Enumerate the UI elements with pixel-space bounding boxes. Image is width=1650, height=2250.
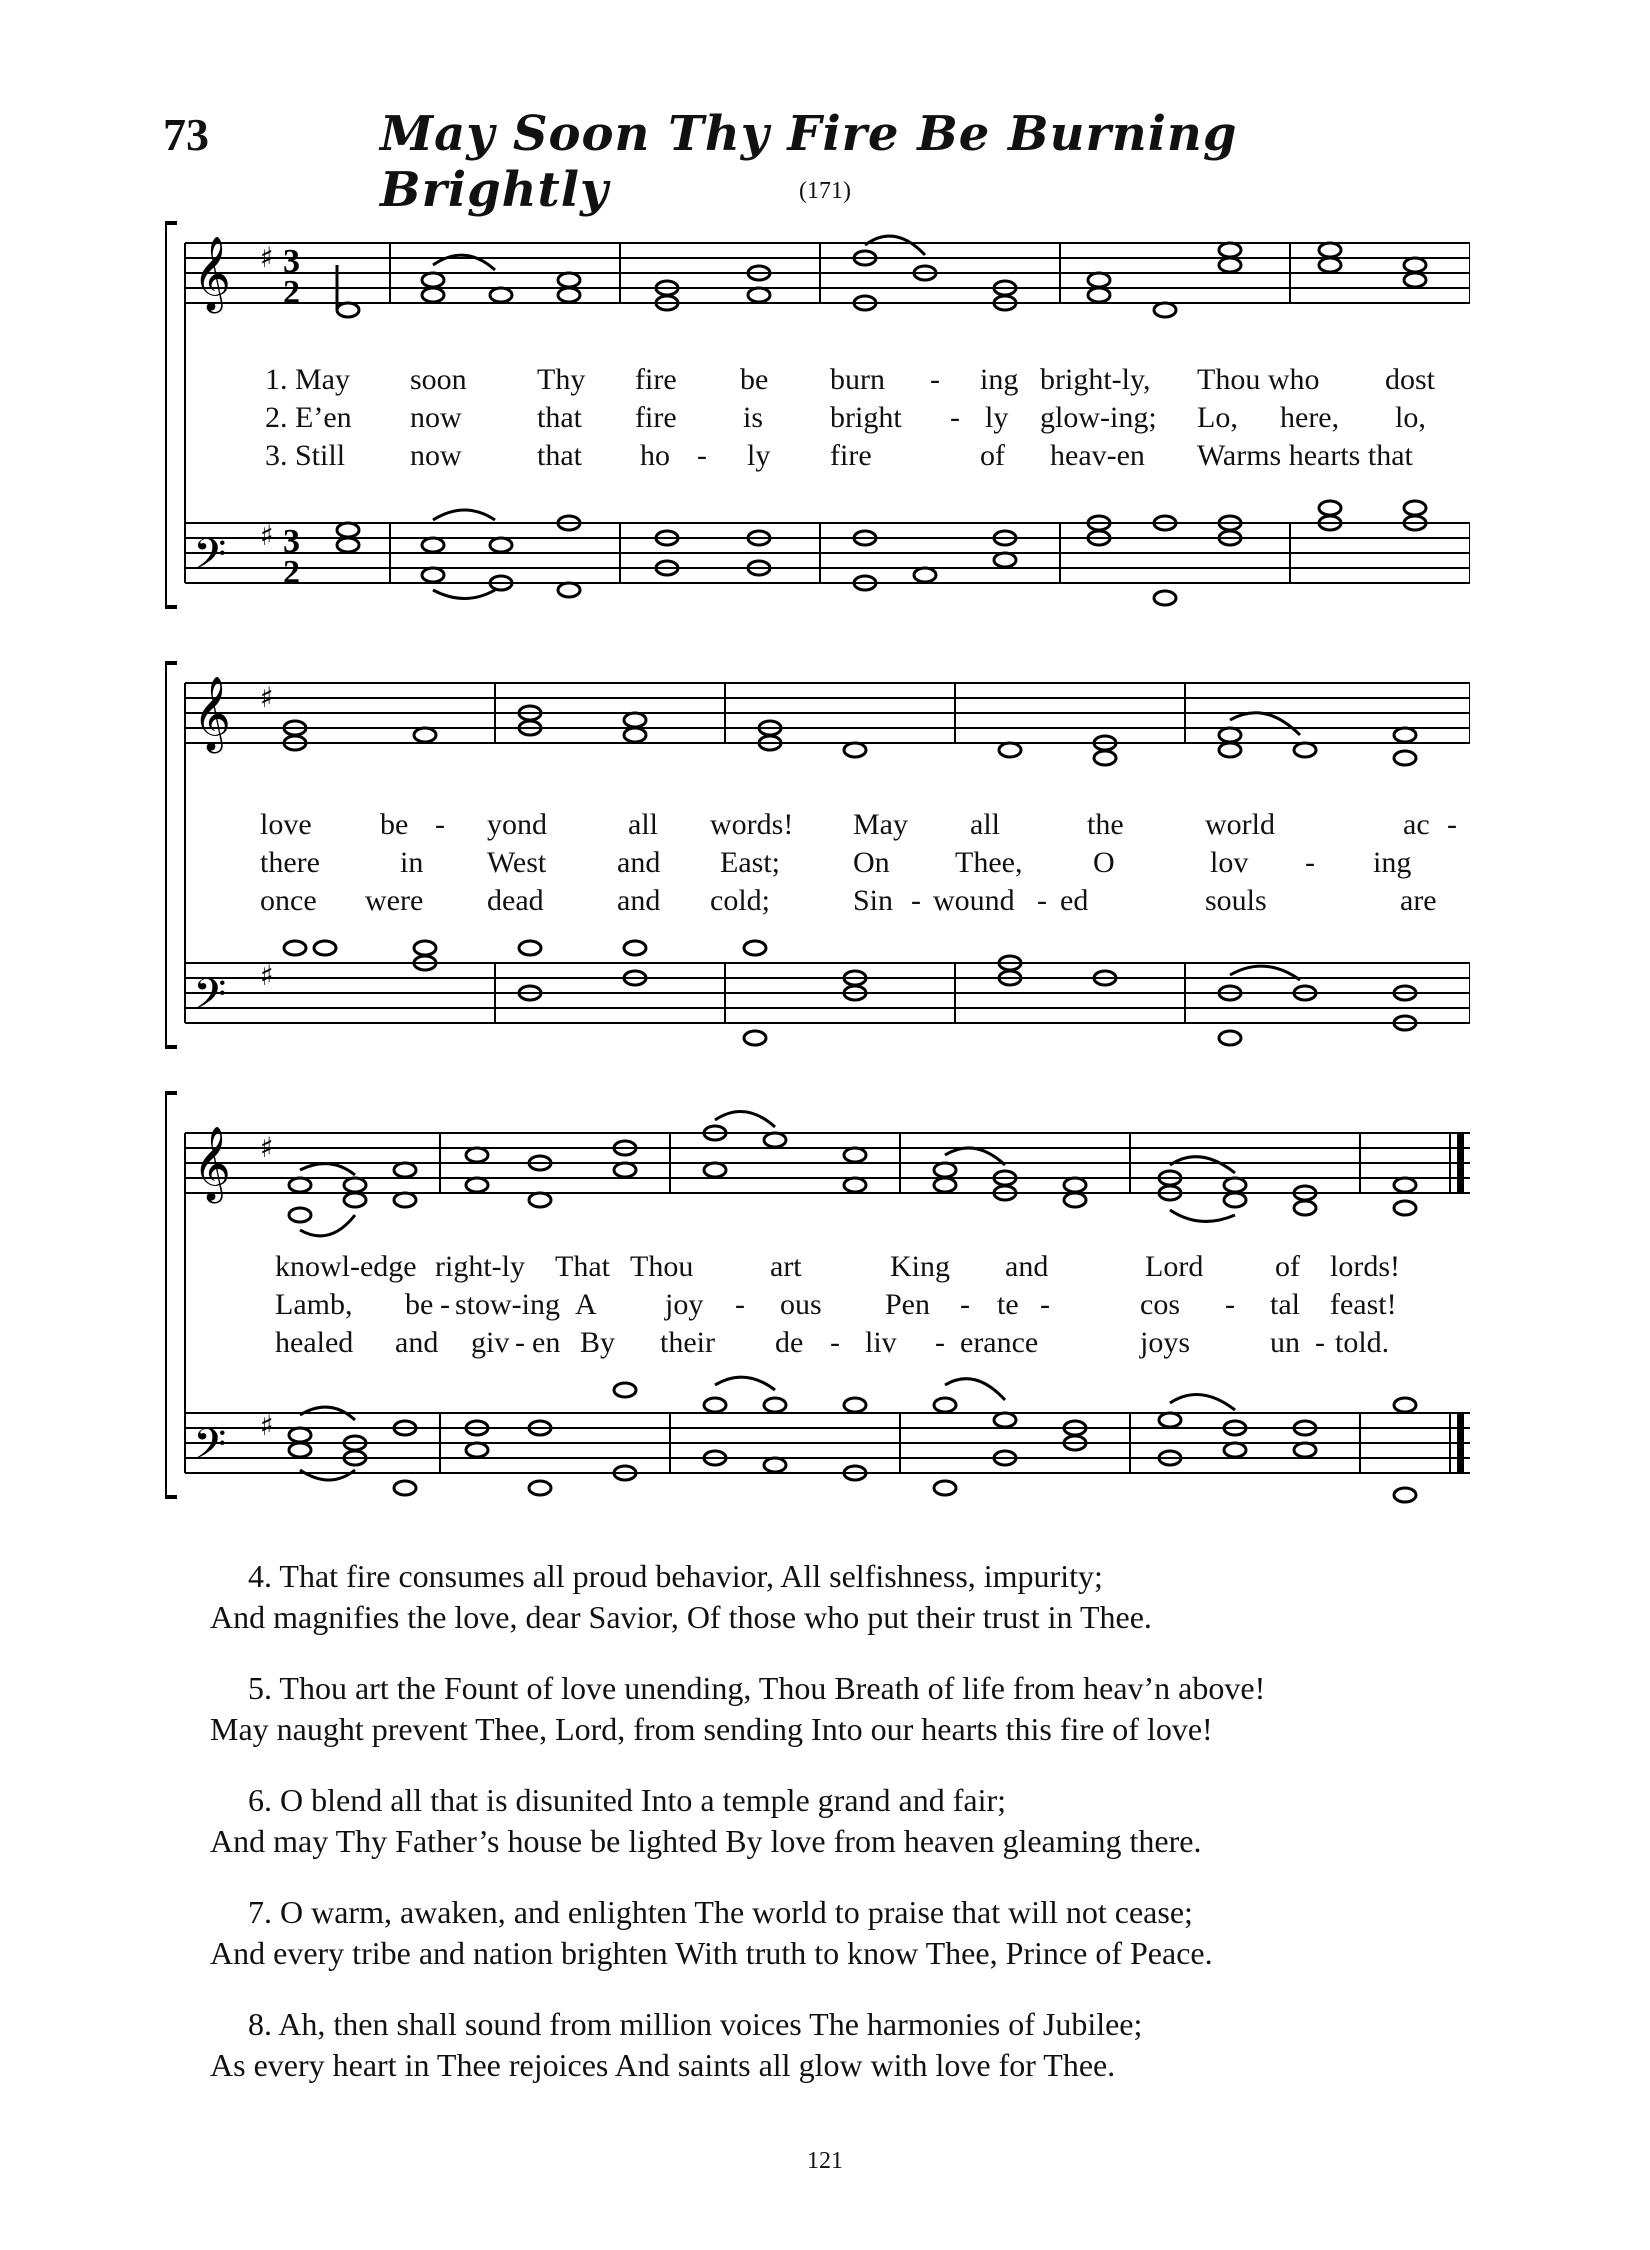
lyric-syllable: the xyxy=(1087,808,1124,841)
music-system-3 xyxy=(165,1085,1470,1505)
lyric-syllable: be xyxy=(405,1288,434,1321)
hymn-number: 73 xyxy=(163,109,209,160)
lyric-syllable: Thy xyxy=(537,363,586,396)
lyric-syllable: now xyxy=(410,401,462,434)
lyric-line-verse-3 xyxy=(165,1326,1470,1362)
lyric-line-verse-3 xyxy=(165,439,1470,475)
lyric-syllable: - xyxy=(1315,1326,1325,1359)
lyric-syllable: soon xyxy=(410,363,467,396)
lyric-syllable: were xyxy=(365,884,424,917)
hymn-title: May Soon Thy Fire Be Burning Brightly xyxy=(380,106,1238,218)
lyric-syllable: ho xyxy=(640,439,670,472)
lyric-syllable: - xyxy=(1040,1288,1050,1321)
lyric-syllable: erance xyxy=(960,1326,1039,1359)
svg-text:♯: ♯ xyxy=(260,241,274,274)
lyric-syllable: that xyxy=(537,439,582,472)
lyric-syllable: West xyxy=(487,846,547,879)
verse-line: 7. O warm, awaken, and enlighten The world to praise that will not cease; xyxy=(248,1894,1193,1930)
lyric-line-verse-1 xyxy=(165,363,1470,399)
verse-line: 8. Ah, then shall sound from million voices The harmonies of Jubilee; xyxy=(248,2006,1143,2042)
lyric-syllable: and xyxy=(395,1326,439,1359)
lyric-syllable: their xyxy=(660,1326,715,1359)
lyric-syllable: O xyxy=(1093,846,1115,879)
lyric-syllable: de xyxy=(775,1326,804,1359)
lyric-syllable: in xyxy=(400,846,424,879)
lyric-syllable: heav-en xyxy=(1050,439,1145,472)
lyric-syllable: ly xyxy=(747,439,771,472)
lyric-syllable: - xyxy=(830,1326,840,1359)
lyric-syllable: - xyxy=(1225,1288,1235,1321)
lyric-syllable: 2. E’en xyxy=(265,401,352,434)
lyric-syllable: Warms hearts that xyxy=(1197,439,1413,472)
lyric-syllable: - xyxy=(1037,884,1047,917)
lyric-syllable: Lo, xyxy=(1197,401,1238,434)
lyric-line-verse-1 xyxy=(165,808,1470,844)
lyric-syllable: fire xyxy=(830,439,872,472)
verse-line: 4. That fire consumes all proud behavior, All selfishness, impurity; xyxy=(248,1558,1103,1594)
lyric-syllable: love xyxy=(260,808,312,841)
svg-text:2: 2 xyxy=(283,274,300,311)
tune-reference: (171) xyxy=(799,178,851,204)
verse-line: And magnifies the love, dear Savior, Of those who put their trust in Thee. xyxy=(210,1599,1152,1635)
lyric-syllable: tal xyxy=(1270,1288,1300,1321)
svg-text:♯: ♯ xyxy=(260,1409,274,1442)
svg-text:♯: ♯ xyxy=(260,1131,274,1164)
lyric-syllable: all xyxy=(628,808,658,841)
svg-text:𝄞: 𝄞 xyxy=(193,1127,231,1201)
svg-text:𝄢: 𝄢 xyxy=(193,970,227,1030)
verse-line: 6. O blend all that is disunited Into a temple grand and fair; xyxy=(248,1782,1007,1818)
svg-text:3: 3 xyxy=(283,523,300,560)
page-number: 121 xyxy=(807,2148,843,2174)
lyric-syllable: - xyxy=(1447,808,1457,841)
lyric-syllable: ous xyxy=(780,1288,822,1321)
lyric-syllable: Thee, xyxy=(955,846,1023,879)
lyric-syllable: there xyxy=(260,846,320,879)
lyric-syllable: of xyxy=(980,439,1005,472)
lyric-syllable: of xyxy=(1275,1250,1300,1283)
lyric-syllable: - xyxy=(950,401,960,434)
lyric-syllable: fire xyxy=(635,401,677,434)
lyric-syllable: stow-ing xyxy=(455,1288,560,1321)
lyric-syllable: - xyxy=(440,1288,450,1321)
lyric-syllable: all xyxy=(970,808,1000,841)
lyric-line-verse-2 xyxy=(165,846,1470,882)
lyric-syllable: lo, xyxy=(1395,401,1426,434)
lyric-syllable: be xyxy=(380,808,409,841)
lyric-line-verse-1 xyxy=(165,1250,1470,1286)
lyric-syllable: burn xyxy=(830,363,885,396)
lyric-syllable: 3. Still xyxy=(265,439,346,472)
lyric-syllable: - xyxy=(697,439,707,472)
lyric-syllable: be xyxy=(740,363,769,396)
lyric-syllable: Sin xyxy=(853,884,894,917)
additional-verses xyxy=(210,1556,1510,2116)
lyric-syllable: May xyxy=(853,808,908,841)
lyric-syllable: ing xyxy=(980,363,1019,396)
lyric-syllable: King xyxy=(890,1250,950,1283)
music-system-1 xyxy=(165,215,1470,615)
lyric-syllable: fire xyxy=(635,363,677,396)
svg-text:𝄞: 𝄞 xyxy=(193,677,231,751)
verse-line: And every tribe and nation brighten With truth to know Thee, Prince of Peace. xyxy=(210,1935,1213,1971)
lyric-syllable: giv xyxy=(471,1326,510,1359)
verse-line: May naught prevent Thee, Lord, from sending Into our hearts this fire of love! xyxy=(210,1711,1213,1747)
verse-line: 5. Thou art the Fount of love unending, Thou Breath of life from heav’n above! xyxy=(248,1670,1266,1706)
lyric-syllable: - xyxy=(1305,846,1315,879)
lyric-syllable: - xyxy=(960,1288,970,1321)
lyric-syllable: 1. May xyxy=(265,363,350,396)
lyric-syllable: cos xyxy=(1140,1288,1180,1321)
lyric-syllable: wound xyxy=(933,884,1015,917)
svg-text:♯: ♯ xyxy=(260,681,274,714)
lyric-syllable: - xyxy=(515,1326,525,1359)
lyric-syllable: un xyxy=(1270,1326,1300,1359)
lyric-syllable: liv xyxy=(865,1326,897,1359)
lyric-syllable: that xyxy=(537,401,582,434)
verse-4 xyxy=(210,1556,1510,1638)
lyric-syllable: - xyxy=(930,363,940,396)
verse-line: As every heart in Thee rejoices And saints all glow with love for Thee. xyxy=(210,2047,1116,2083)
lyric-syllable: - xyxy=(911,884,921,917)
verse-5 xyxy=(210,1668,1510,1750)
svg-text:♯: ♯ xyxy=(260,959,274,992)
lyric-syllable: Lord xyxy=(1145,1250,1204,1283)
lyric-syllable: yond xyxy=(487,808,547,841)
lyric-syllable: souls xyxy=(1205,884,1267,917)
svg-text:2: 2 xyxy=(283,554,300,591)
lyric-syllable: glow-ing; xyxy=(1040,401,1157,434)
lyric-syllable: dost xyxy=(1385,363,1436,396)
lyric-syllable: joy xyxy=(665,1288,704,1321)
lyric-syllable: lords! xyxy=(1330,1250,1400,1283)
lyric-syllable: cold; xyxy=(710,884,770,917)
lyric-syllable: words! xyxy=(710,808,794,841)
verse-7 xyxy=(210,1892,1510,1974)
lyric-syllable: - xyxy=(735,1288,745,1321)
lyric-syllable: are xyxy=(1400,884,1437,917)
lyric-syllable: - xyxy=(435,808,445,841)
lyric-syllable: dead xyxy=(487,884,544,917)
music-system-2 xyxy=(165,655,1470,1055)
lyric-syllable: ly xyxy=(985,401,1009,434)
lyric-syllable: East; xyxy=(720,846,780,879)
lyric-syllable: Lamb, xyxy=(275,1288,353,1321)
lyric-syllable: healed xyxy=(275,1326,354,1359)
lyric-syllable: feast! xyxy=(1330,1288,1397,1321)
lyric-syllable: ac xyxy=(1403,808,1430,841)
lyric-syllable: is xyxy=(743,401,764,434)
lyric-syllable: te xyxy=(997,1288,1019,1321)
lyric-syllable: now xyxy=(410,439,462,472)
lyric-syllable: Thou xyxy=(630,1250,694,1283)
lyric-syllable: Pen xyxy=(885,1288,930,1321)
verse-6 xyxy=(210,1780,1510,1862)
svg-text:𝄢: 𝄢 xyxy=(193,530,227,590)
lyric-syllable: joys xyxy=(1140,1326,1191,1359)
lyric-syllable: On xyxy=(853,846,890,879)
svg-text:3: 3 xyxy=(283,243,300,280)
lyric-line-verse-3 xyxy=(165,884,1470,920)
lyric-syllable: and xyxy=(617,884,661,917)
svg-text:♯: ♯ xyxy=(260,519,274,552)
lyric-syllable: en xyxy=(532,1326,561,1359)
lyric-syllable: told. xyxy=(1335,1326,1390,1359)
lyric-syllable: ing xyxy=(1373,846,1412,879)
lyric-syllable: By xyxy=(580,1326,616,1359)
verse-line: And may Thy Father’s house be lighted By love from heaven gleaming there. xyxy=(210,1823,1202,1859)
lyric-syllable: Thou who xyxy=(1197,363,1320,396)
lyric-syllable: ed xyxy=(1060,884,1089,917)
lyric-syllable: A xyxy=(575,1288,597,1321)
verse-8 xyxy=(210,2004,1510,2086)
lyric-syllable: bright xyxy=(830,401,902,434)
svg-text:𝄞: 𝄞 xyxy=(193,237,231,311)
lyric-syllable: - xyxy=(935,1326,945,1359)
lyric-syllable: lov xyxy=(1210,846,1249,879)
lyric-syllable: art xyxy=(770,1250,802,1283)
lyric-line-verse-2 xyxy=(165,401,1470,437)
lyric-syllable: right-ly xyxy=(435,1250,525,1283)
lyric-syllable: and xyxy=(617,846,661,879)
lyric-line-verse-2 xyxy=(165,1288,1470,1324)
lyric-syllable: once xyxy=(260,884,317,917)
lyric-syllable: bright-ly, xyxy=(1040,363,1151,396)
lyric-syllable: world xyxy=(1205,808,1275,841)
lyric-syllable: That xyxy=(555,1250,610,1283)
lyric-syllable: here, xyxy=(1280,401,1340,434)
lyric-syllable: knowl-edge xyxy=(275,1250,417,1283)
lyric-syllable: and xyxy=(1005,1250,1049,1283)
svg-text:𝄢: 𝄢 xyxy=(193,1420,227,1480)
